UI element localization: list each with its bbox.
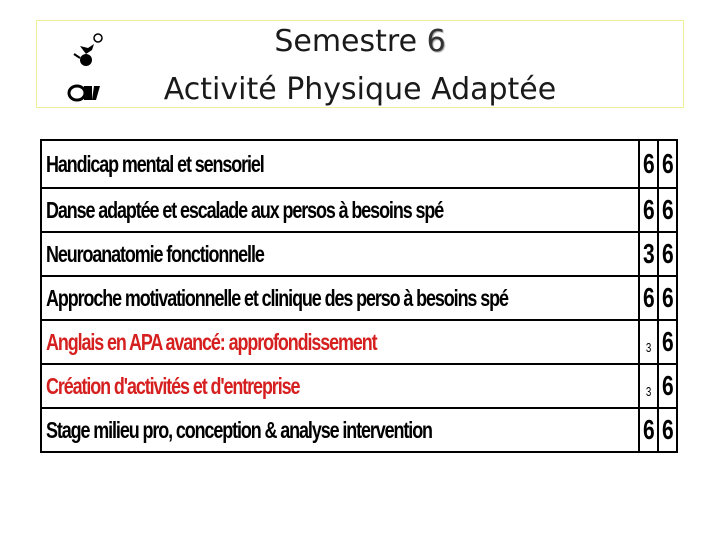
credit-value-1	[639, 364, 658, 408]
course-name-text: Handicap mental et sensoriel	[46, 150, 264, 177]
credit-value-1	[639, 276, 658, 320]
table-row	[41, 320, 677, 364]
course-name	[41, 320, 639, 364]
table-row	[41, 276, 677, 320]
table-row	[41, 232, 677, 276]
credit-value-2	[658, 232, 677, 276]
title-prefix: Semestre	[274, 24, 427, 59]
credit-value-1	[639, 232, 658, 276]
value-text: 6	[642, 282, 655, 313]
value-text: 6	[661, 282, 674, 313]
value-text: 6	[642, 414, 655, 445]
course-name-text: Approche motivationnelle et clinique des perso à besoins spé	[46, 284, 508, 311]
credit-value-1	[639, 408, 658, 452]
table-row	[41, 408, 677, 452]
course-name-text: Anglais en APA avancé: approfondissement	[46, 328, 377, 355]
credit-value-2	[658, 140, 677, 188]
course-name-text: Création d'activités et d'entreprise	[46, 372, 300, 399]
value-text: 3	[642, 238, 655, 269]
value-text: 3	[645, 384, 652, 399]
course-name	[41, 232, 639, 276]
value-text: 6	[661, 194, 674, 225]
credit-value-2	[658, 320, 677, 364]
page-title	[0, 24, 720, 59]
value-text: 6	[661, 414, 674, 445]
value-text: 6	[642, 148, 655, 179]
course-name-text: Stage milieu pro, conception & analyse intervention	[46, 416, 432, 443]
course-name	[41, 364, 639, 408]
course-name	[41, 188, 639, 232]
table-row	[41, 364, 677, 408]
credit-value-2	[658, 408, 677, 452]
value-text: 6	[661, 238, 674, 269]
credit-value-2	[658, 364, 677, 408]
course-table	[40, 139, 678, 453]
course-name	[41, 140, 639, 188]
value-text: 6	[661, 148, 674, 179]
page-subtitle: Activité Physique Adaptée	[163, 72, 557, 107]
course-name-text: Neuroanatomie fonctionnelle	[46, 240, 264, 267]
credit-value-2	[658, 276, 677, 320]
credit-value-1	[639, 320, 658, 364]
credit-value-2	[658, 188, 677, 232]
credit-value-1	[639, 188, 658, 232]
value-text: 3	[645, 340, 652, 355]
course-name	[41, 276, 639, 320]
course-name	[41, 408, 639, 452]
value-text: 6	[642, 194, 655, 225]
table-row	[41, 188, 677, 232]
table-row	[41, 140, 677, 188]
course-name-text: Danse adaptée et escalade aux persos à besoins spé	[46, 196, 444, 223]
semester-number: 6	[426, 24, 446, 59]
value-text: 6	[661, 326, 674, 357]
credit-value-1	[639, 140, 658, 188]
value-text: 6	[661, 370, 674, 401]
